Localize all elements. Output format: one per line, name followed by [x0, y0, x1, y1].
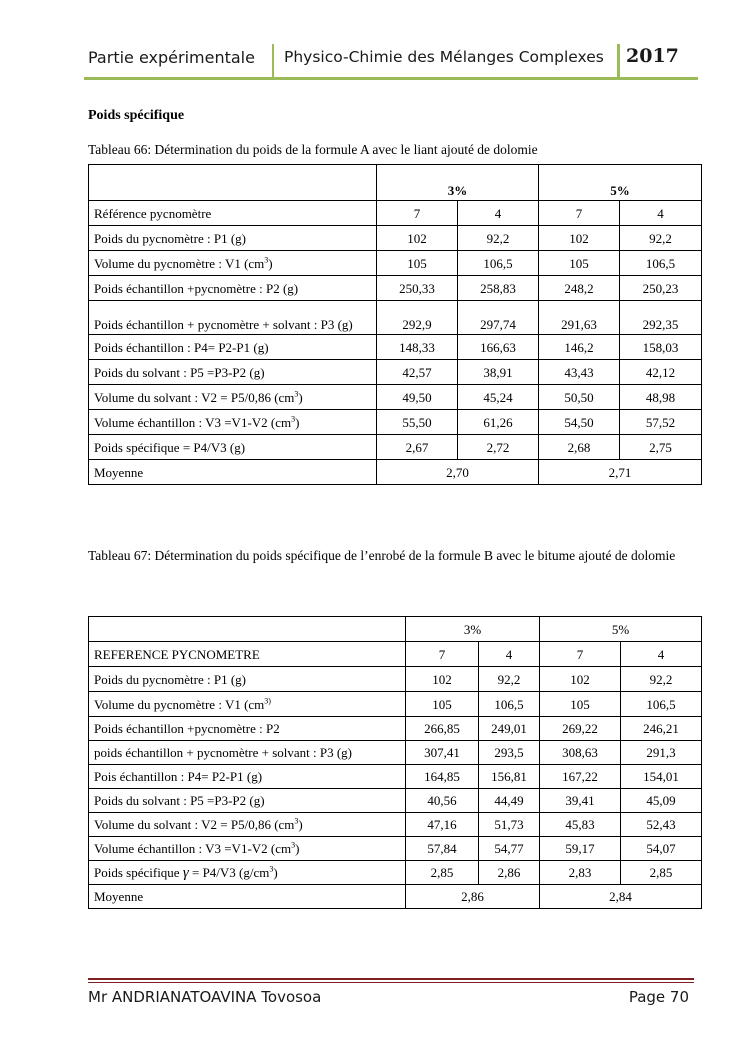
row-label-text: Poids du pycnomètre : P1 (g)	[94, 230, 247, 246]
table-cell: 39,41	[540, 789, 621, 813]
table-cell: 105	[539, 251, 620, 276]
table-cell: 7	[540, 642, 621, 667]
superscript: 3	[269, 864, 274, 874]
table-b-caption: Tableau 67: Détermination du poids spécifique de l’enrobé de la formule B avec le bitume ajouté de dolomie	[88, 548, 676, 563]
row-label	[89, 789, 406, 813]
table-cell: 52,43	[621, 813, 702, 837]
table-cell: 4	[479, 642, 540, 667]
table-a-body	[89, 165, 702, 485]
table-cell: 50,50	[539, 385, 620, 410]
table-cell: 293,5	[479, 741, 540, 765]
row-label-text: Pois échantillon : P4= P2-P1 (g)	[94, 769, 263, 784]
table-cell: 49,50	[377, 385, 458, 410]
row-label	[89, 861, 406, 885]
table-b-corner-cell	[89, 617, 406, 642]
table-cell: 61,26	[458, 410, 539, 435]
table-row-mean	[89, 885, 702, 909]
table-cell: 45,09	[621, 789, 702, 813]
table-cell: 45,83	[540, 813, 621, 837]
table-cell: 106,5	[621, 692, 702, 717]
table-cell: 54,07	[621, 837, 702, 861]
row-label-suffix: )	[298, 389, 303, 405]
table-cell: 92,2	[620, 226, 702, 251]
table-cell: 148,33	[377, 335, 458, 360]
header-section-title: Partie expérimentale	[88, 48, 255, 67]
table-cell: 42,57	[377, 360, 458, 385]
table-cell: 4	[458, 201, 539, 226]
table-cell: 45,24	[458, 385, 539, 410]
table-row	[89, 642, 702, 667]
table-cell: 7	[406, 642, 479, 667]
table-cell: 166,63	[458, 335, 539, 360]
table-row	[89, 410, 702, 435]
row-label-suffix: )	[295, 841, 300, 856]
table-a-caption: Tableau 66: Détermination du poids de la formule A avec le liant ajouté de dolomie	[88, 142, 538, 157]
table-cell: 249,01	[479, 717, 540, 741]
table-cell: 102	[377, 226, 458, 251]
table-cell: 248,2	[539, 276, 620, 301]
table-row	[89, 837, 702, 861]
footer-author: Mr ANDRIANATOAVINA Tovosoa	[88, 988, 322, 1006]
table-row	[89, 201, 702, 226]
table-cell: 57,52	[620, 410, 702, 435]
superscript: 3	[291, 840, 296, 850]
row-label-suffix: )	[268, 255, 273, 271]
footer-page-number: Page 70	[628, 988, 689, 1006]
row-label	[89, 692, 406, 717]
table-cell: 4	[620, 201, 702, 226]
table-cell: 7	[377, 201, 458, 226]
row-label	[89, 360, 377, 385]
row-label-text: Poids du solvant : P5 =P3-P2 (g)	[94, 793, 265, 808]
row-label-text: Poids échantillon +pycnomètre : P2 (g)	[94, 280, 299, 296]
row-label	[89, 741, 406, 765]
table-cell: 146,2	[539, 335, 620, 360]
row-label	[89, 642, 406, 667]
table-cell: 2,72	[458, 435, 539, 460]
table-row-mean	[89, 460, 702, 485]
table-cell: 42,12	[620, 360, 702, 385]
table-b-header-row	[89, 617, 702, 642]
table-b-pct-3: 3%	[406, 617, 540, 642]
table-row	[89, 765, 702, 789]
mean-label: Moyenne	[89, 460, 377, 485]
row-label-text: Volume échantillon : V3 =V1-V2 (cm	[94, 841, 292, 856]
row-label	[89, 435, 377, 460]
mean-value: 2,71	[539, 460, 702, 485]
table-b-body	[89, 617, 702, 909]
table-cell: 291,63	[539, 301, 620, 335]
superscript: 3	[294, 816, 299, 826]
table-cell: 156,81	[479, 765, 540, 789]
table-cell: 4	[621, 642, 702, 667]
table-row	[89, 813, 702, 837]
row-label-text: Volume du pycnomètre : V1 (cm	[94, 696, 265, 712]
table-cell: 164,85	[406, 765, 479, 789]
row-label-text: Poids échantillon : P4= P2-P1 (g)	[94, 339, 269, 355]
row-label	[89, 765, 406, 789]
table-cell: 92,2	[479, 667, 540, 692]
table-cell: 269,22	[540, 717, 621, 741]
table-cell: 297,74	[458, 301, 539, 335]
table-b-pct-5: 5%	[540, 617, 702, 642]
table-cell: 92,2	[621, 667, 702, 692]
table-cell: 307,41	[406, 741, 479, 765]
superscript: 3	[294, 389, 299, 399]
header-year: 2017	[626, 45, 679, 67]
row-label	[89, 276, 377, 301]
table-cell: 2,85	[621, 861, 702, 885]
row-label-text: Poids spécifique = P4/V3 (g)	[94, 439, 246, 455]
row-label-text: Volume échantillon : V3 =V1-V2 (cm	[94, 414, 292, 430]
table-cell: 59,17	[540, 837, 621, 861]
table-row	[89, 667, 702, 692]
row-label-text: Référence pycnomètre	[94, 205, 212, 221]
superscript: 3)	[264, 696, 271, 706]
footer-rule-thin	[88, 982, 694, 983]
table-row	[89, 251, 702, 276]
table-row	[89, 741, 702, 765]
table-cell: 258,83	[458, 276, 539, 301]
table-row	[89, 861, 702, 885]
table-a-corner-cell	[89, 165, 377, 201]
table-cell: 106,5	[479, 692, 540, 717]
row-label	[89, 335, 377, 360]
row-label-text: poids échantillon + pycnomètre + solvant : P3 (g)	[94, 745, 353, 760]
table-cell: 308,63	[540, 741, 621, 765]
table-cell: 57,84	[406, 837, 479, 861]
table-a	[88, 164, 702, 485]
section-title: Poids spécifique	[88, 108, 185, 123]
table-cell: 55,50	[377, 410, 458, 435]
table-cell: 158,03	[620, 335, 702, 360]
table-cell: 106,5	[620, 251, 702, 276]
header-separator	[272, 44, 274, 78]
table-cell: 250,33	[377, 276, 458, 301]
table-a-pct-5: 5%	[539, 165, 702, 201]
table-cell: 167,22	[540, 765, 621, 789]
row-label	[89, 301, 377, 335]
table-row	[89, 435, 702, 460]
table-cell: 2,83	[540, 861, 621, 885]
header-rule	[84, 77, 698, 80]
row-label-suffix: )	[295, 414, 300, 430]
table-row	[89, 717, 702, 741]
table-cell: 250,23	[620, 276, 702, 301]
table-cell: 44,49	[479, 789, 540, 813]
row-label	[89, 813, 406, 837]
row-label-text: Volume du solvant : V2 = P5/0,86 (cm	[94, 389, 295, 405]
table-cell: 102	[539, 226, 620, 251]
table-cell: 291,3	[621, 741, 702, 765]
mean-value: 2,70	[377, 460, 539, 485]
table-row	[89, 385, 702, 410]
mean-value: 2,84	[540, 885, 702, 909]
table-cell: 106,5	[458, 251, 539, 276]
table-cell: 47,16	[406, 813, 479, 837]
table-cell: 266,85	[406, 717, 479, 741]
table-row	[89, 335, 702, 360]
table-cell: 54,50	[539, 410, 620, 435]
table-cell: 292,9	[377, 301, 458, 335]
table-b	[88, 616, 702, 909]
table-cell: 2,86	[479, 861, 540, 885]
row-label-suffix: )	[273, 864, 278, 880]
header-thesis-title: Physico-Chimie des Mélanges Complexes	[284, 48, 604, 66]
table-cell: 105	[406, 692, 479, 717]
table-cell: 2,75	[620, 435, 702, 460]
row-label-text: Poids échantillon +pycnomètre : P2	[94, 721, 280, 736]
table-cell: 54,77	[479, 837, 540, 861]
table-cell: 102	[406, 667, 479, 692]
table-row	[89, 789, 702, 813]
table-a-pct-3: 3%	[377, 165, 539, 201]
table-cell: 7	[539, 201, 620, 226]
row-label-text: Poids échantillon + pycnomètre + solvant : P3 (g)	[94, 317, 353, 332]
table-cell: 51,73	[479, 813, 540, 837]
gamma-symbol: γ	[182, 864, 189, 881]
table-cell: 2,67	[377, 435, 458, 460]
row-label	[89, 410, 377, 435]
table-row	[89, 226, 702, 251]
table-row	[89, 692, 702, 717]
table-cell: 2,68	[539, 435, 620, 460]
superscript: 3	[291, 414, 296, 424]
row-label-text: = P4/V3 (g/cm	[188, 864, 270, 880]
table-cell: 105	[377, 251, 458, 276]
row-label-text: REFERENCE PYCNOMETRE	[94, 646, 260, 662]
row-label-text: Volume du solvant : V2 = P5/0,86 (cm	[94, 817, 295, 832]
row-label-text: Volume du pycnomètre : V1 (cm	[94, 255, 265, 271]
table-cell: 154,01	[621, 765, 702, 789]
table-cell: 43,43	[539, 360, 620, 385]
footer-rule	[88, 978, 694, 980]
row-label-text: Poids du solvant : P5 =P3-P2 (g)	[94, 364, 265, 380]
table-cell: 2,85	[406, 861, 479, 885]
table-cell: 48,98	[620, 385, 702, 410]
row-label-text: Poids spécifique	[94, 864, 183, 880]
table-row	[89, 276, 702, 301]
table-row	[89, 301, 702, 335]
header-separator	[617, 44, 620, 78]
mean-label: Moyenne	[89, 885, 406, 909]
row-label-suffix: )	[298, 817, 303, 832]
row-label	[89, 717, 406, 741]
table-cell: 38,91	[458, 360, 539, 385]
mean-value: 2,86	[406, 885, 540, 909]
table-cell: 246,21	[621, 717, 702, 741]
table-cell: 102	[540, 667, 621, 692]
row-label	[89, 226, 377, 251]
table-a-header-row	[89, 165, 702, 201]
row-label	[89, 837, 406, 861]
row-label	[89, 251, 377, 276]
table-row	[89, 360, 702, 385]
row-label	[89, 385, 377, 410]
superscript: 3	[264, 255, 269, 265]
table-cell: 92,2	[458, 226, 539, 251]
row-label-text: Poids du pycnomètre : P1 (g)	[94, 671, 247, 687]
table-cell: 105	[540, 692, 621, 717]
table-cell: 292,35	[620, 301, 702, 335]
row-label	[89, 201, 377, 226]
table-cell: 40,56	[406, 789, 479, 813]
row-label	[89, 667, 406, 692]
